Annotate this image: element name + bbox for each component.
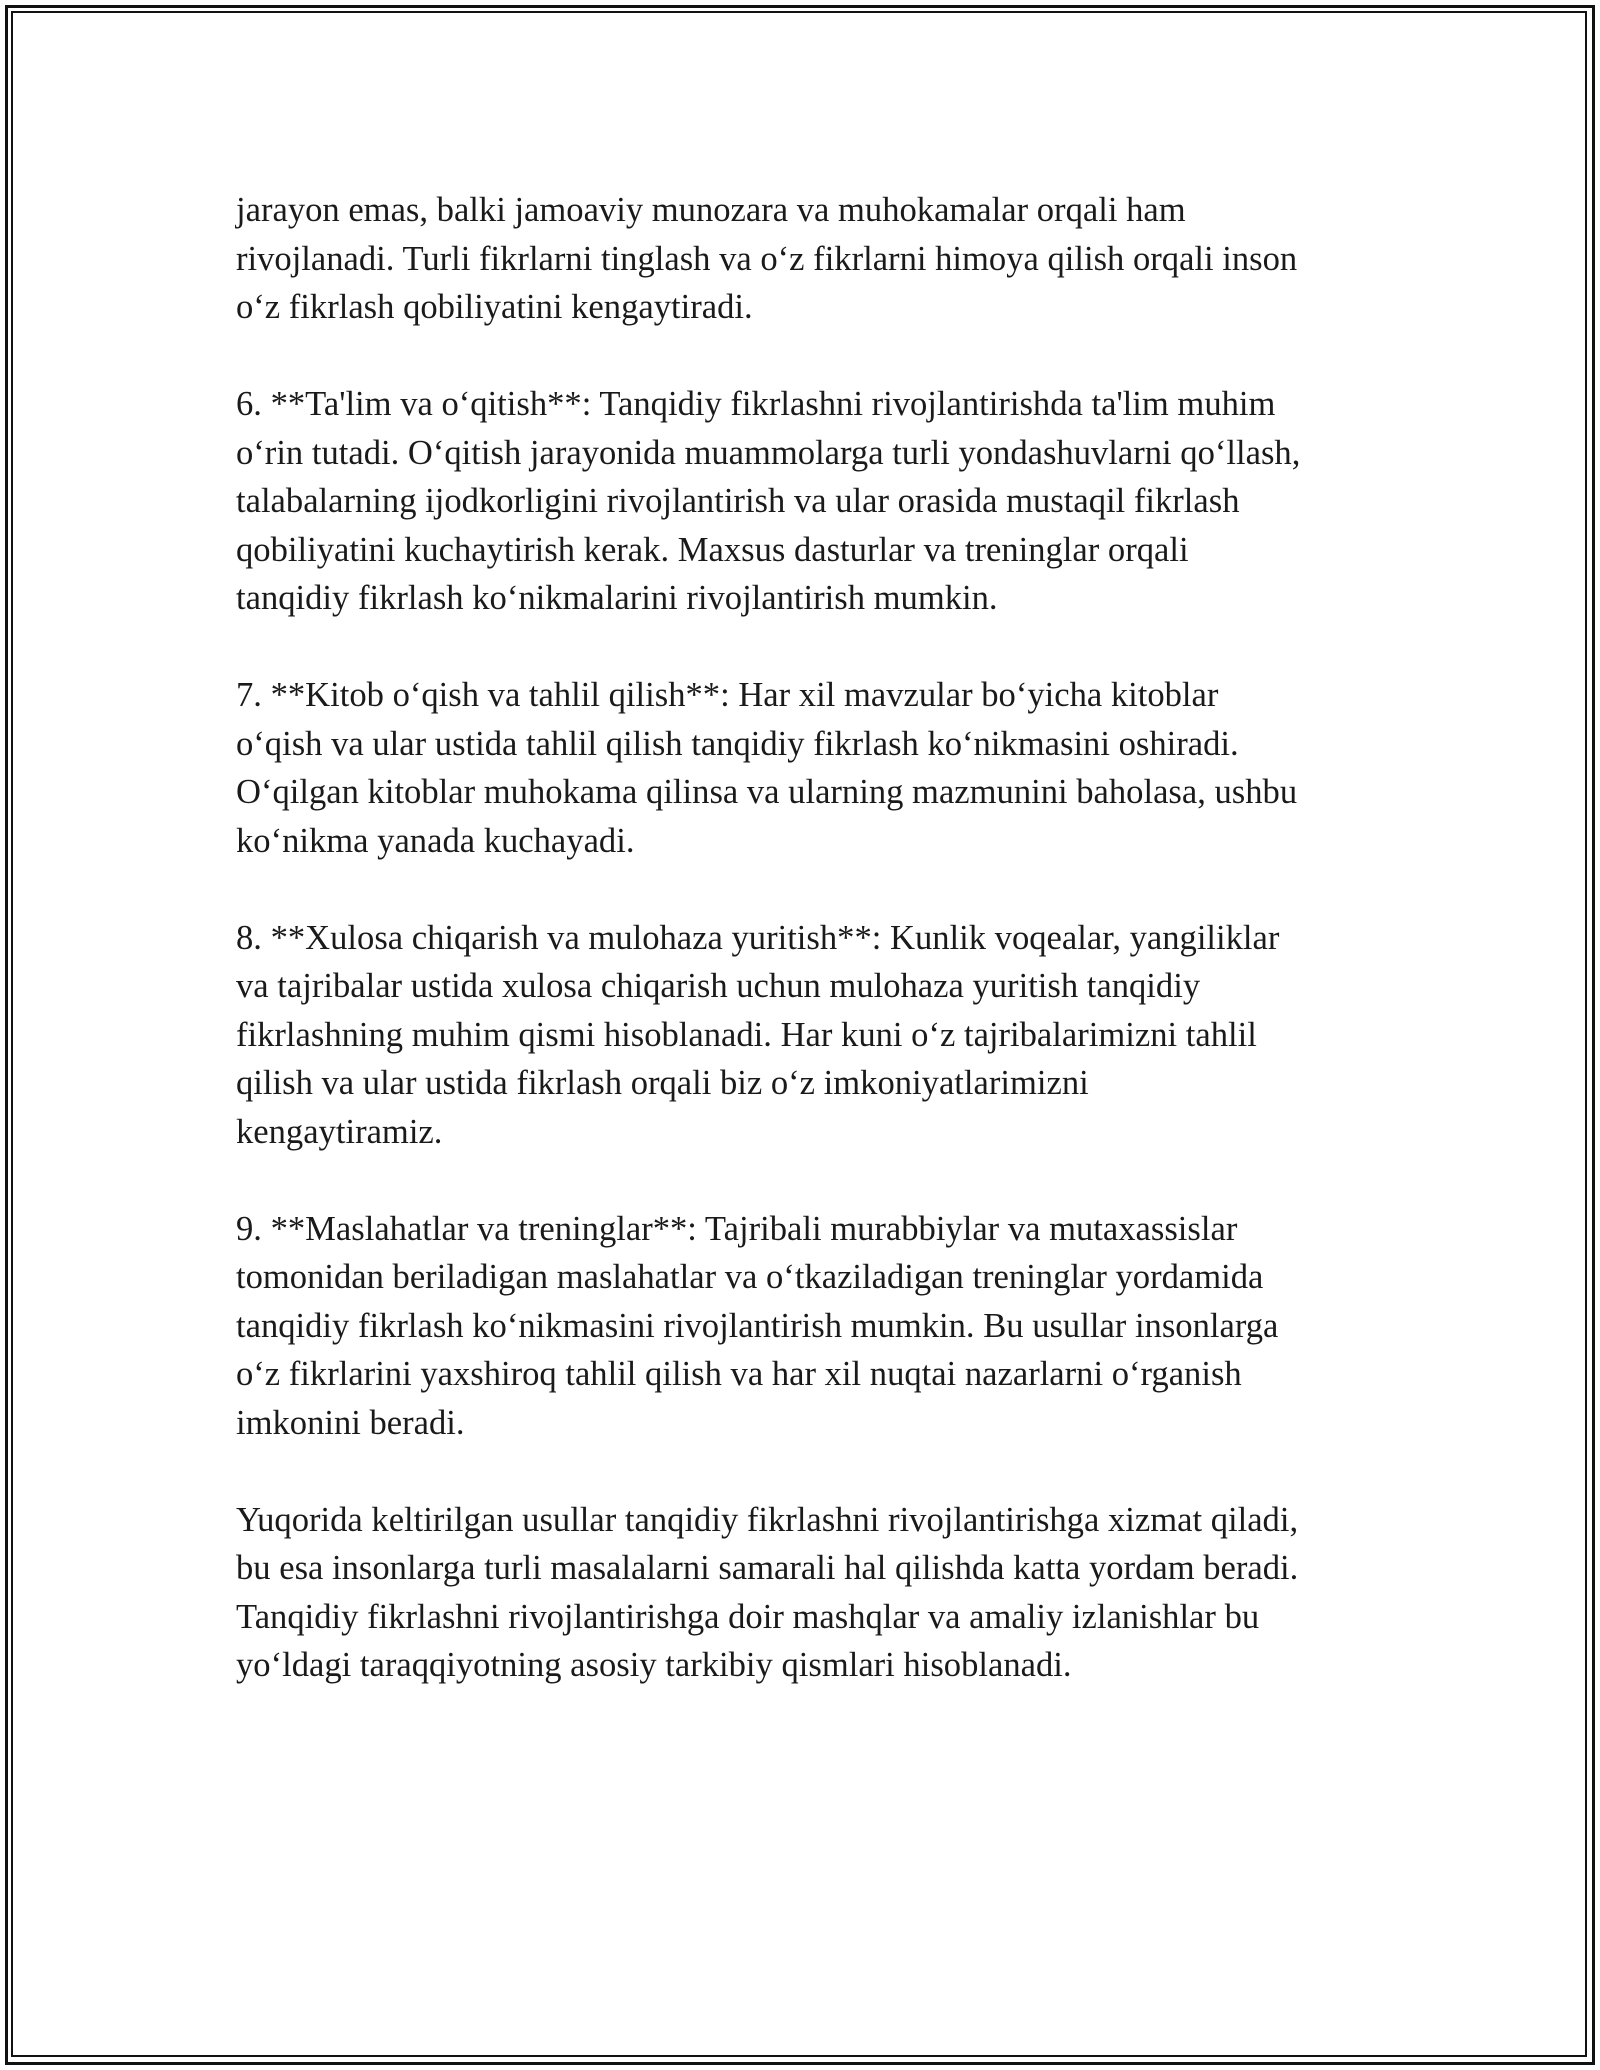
text-line: tanqidiy fikrlash ko‘nikmalarini rivojlantirish mumkin.: [236, 579, 998, 617]
text-line: yo‘ldagi taraqqiyotning asosiy tarkibiy qismlari hisoblanadi.: [236, 1646, 1072, 1684]
text-line: qobiliyatini kuchaytirish kerak. Maxsus dasturlar va treninglar orqali: [236, 530, 1189, 569]
text-line: ko‘nikma yanada kuchayadi.: [236, 821, 635, 860]
text-line: o‘z fikrlash qobiliyatini kengaytiradi.: [236, 288, 753, 326]
paragraph-conclusion: [236, 1496, 1396, 1690]
text-line: talabalarning ijodkorligini rivojlantirish va ular orasida mustaqil fikrlash: [236, 482, 1240, 520]
text-line: Tanqidiy fikrlashni rivojlantirishga doir mashqlar va amaliy izlanishlar bu: [236, 1597, 1260, 1636]
text-line: bu esa insonlarga turli masalalarni samarali hal qilishda katta yordam beradi.: [236, 1549, 1299, 1587]
text-line: 7. **Kitob o‘qish va tahlil qilish**: Har xil mavzular bo‘yicha kitoblar: [236, 676, 1219, 714]
text-line: jarayon emas, balki jamoaviy munozara va muhokamalar orqali ham: [236, 191, 1186, 229]
text-line: tanqidiy fikrlash ko‘nikmasini rivojlantirish mumkin. Bu usullar insonlarga: [236, 1306, 1279, 1345]
text-line: o‘z fikrlarini yaxshiroq tahlil qilish va har xil nuqtai nazarlarni o‘rganish: [236, 1355, 1242, 1393]
text-line: Yuqorida keltirilgan usullar tanqidiy fikrlashni rivojlantirishga xizmat qiladi,: [236, 1500, 1299, 1539]
paragraph-intro-continuation: [236, 186, 1396, 332]
text-line: 8. **Xulosa chiqarish va mulohaza yuritish**: Kunlik voqealar, yangiliklar: [236, 918, 1280, 957]
text-line: o‘qish va ular ustida tahlil qilish tanqidiy fikrlash ko‘nikmasini oshiradi.: [236, 724, 1239, 763]
paragraph-item-8: [236, 914, 1396, 1157]
text-line: rivojlanadi. Turli fikrlarni tinglash va o‘z fikrlarni himoya qilish orqali inson: [236, 239, 1298, 278]
text-line: kengaytiramiz.: [236, 1112, 443, 1151]
text-line: qilish va ular ustida fikrlash orqali biz o‘z imkoniyatlarimizni: [236, 1064, 1089, 1102]
text-line: 9. **Maslahatlar va treninglar**: Tajribali murabbiylar va mutaxassislar: [236, 1209, 1238, 1248]
text-line: va tajribalar ustida xulosa chiqarish uchun mulohaza yuritish tanqidiy: [236, 967, 1201, 1005]
paragraph-item-7: [236, 671, 1396, 865]
text-line: o‘rin tutadi. O‘qitish jarayonida muammolarga turli yondashuvlarni qo‘llash,: [236, 433, 1301, 472]
text-line: 6. **Ta'lim va o‘qitish**: Tanqidiy fikrlashni rivojlantirishda ta'lim muhim: [236, 385, 1276, 423]
text-line: fikrlashning muhim qismi hisoblanadi. Har kuni o‘z tajribalarimizni tahlil: [236, 1015, 1257, 1054]
paragraph-item-9: [236, 1205, 1396, 1448]
text-line: tomonidan beriladigan maslahatlar va o‘tkaziladigan treninglar yordamida: [236, 1258, 1264, 1296]
text-line: O‘qilgan kitoblar muhokama qilinsa va ularning mazmunini baholasa, ushbu: [236, 773, 1298, 811]
paragraph-item-6: [236, 380, 1396, 623]
text-line: imkonini beradi.: [236, 1403, 465, 1442]
document-body: [236, 186, 1396, 1738]
